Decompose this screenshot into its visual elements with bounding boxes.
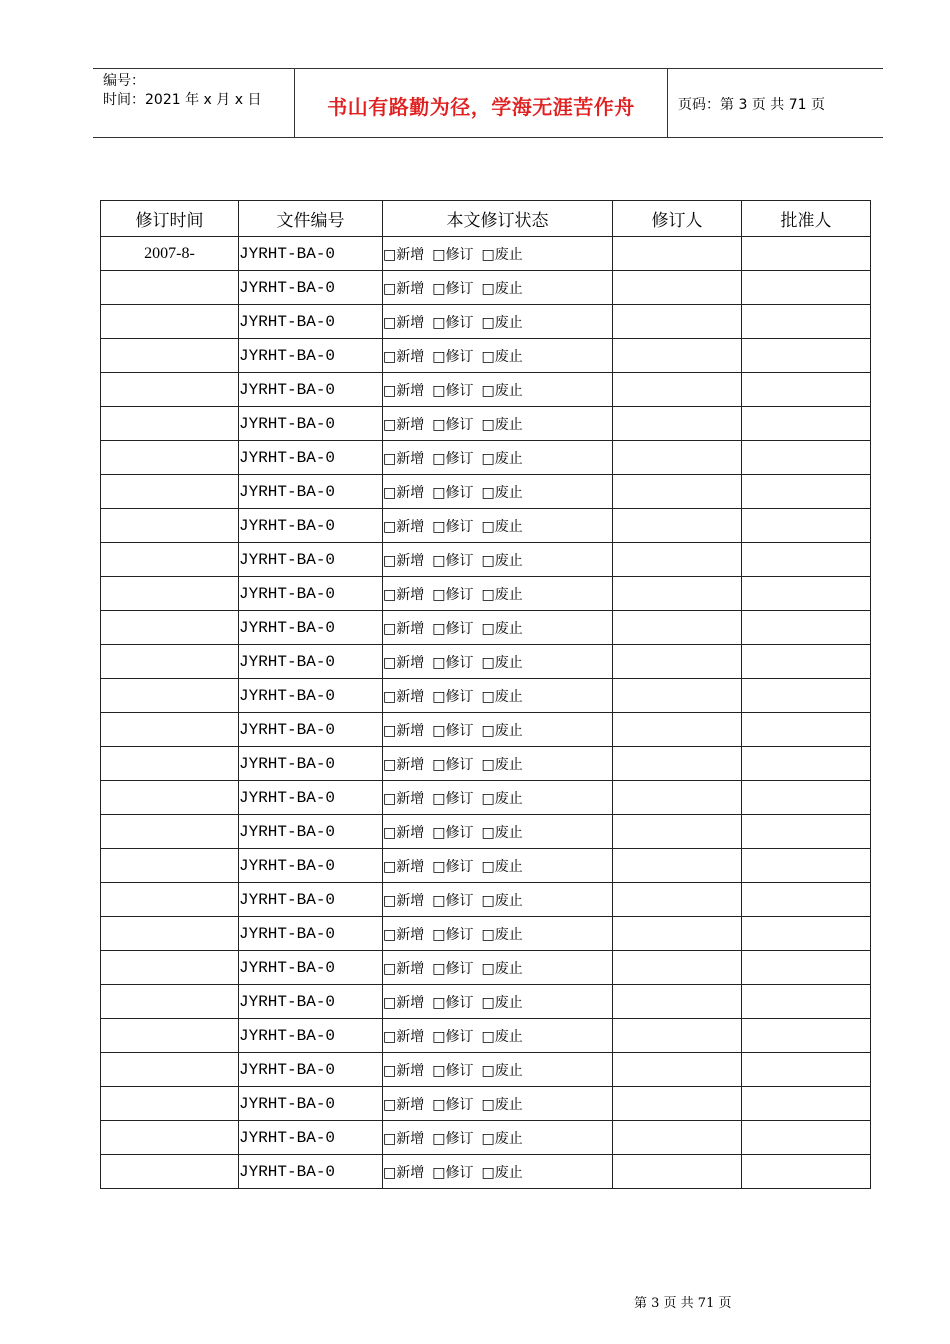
file-number-cell: JYRHT-BA-0: [239, 883, 383, 917]
reviser-cell: [613, 1155, 742, 1189]
status-option-revise[interactable]: □修订: [432, 722, 474, 739]
reviser-cell: [613, 1019, 742, 1053]
revision-table: [100, 200, 871, 1189]
approver-cell: [742, 237, 871, 271]
status-option-new[interactable]: □新增: [383, 722, 425, 739]
status-option-new[interactable]: □新增: [383, 280, 425, 297]
status-option-revise[interactable]: □修订: [432, 892, 474, 909]
approver-cell: [742, 1019, 871, 1053]
revision-date-cell: [101, 407, 239, 441]
reviser-cell: [613, 441, 742, 475]
approver-cell: [742, 713, 871, 747]
reviser-cell: [613, 679, 742, 713]
reviser-cell: [613, 985, 742, 1019]
table-row: [101, 1019, 871, 1053]
status-option-new[interactable]: □新增: [383, 926, 425, 943]
status-option-new[interactable]: □新增: [383, 654, 425, 671]
status-option-new[interactable]: □新增: [383, 1164, 425, 1181]
reviser-cell: [613, 543, 742, 577]
file-number-cell: JYRHT-BA-0: [239, 1121, 383, 1155]
revision-status-cell: [383, 1121, 613, 1155]
table-row: [101, 577, 871, 611]
page-header: [93, 68, 883, 138]
status-option-new[interactable]: □新增: [383, 484, 425, 501]
reviser-cell: [613, 509, 742, 543]
revision-status-cell: [383, 849, 613, 883]
table-row: [101, 441, 871, 475]
revision-date-cell: [101, 1155, 239, 1189]
status-option-revise[interactable]: □修订: [432, 824, 474, 841]
approver-cell: [742, 1087, 871, 1121]
status-option-new[interactable]: □新增: [383, 824, 425, 841]
status-option-revise[interactable]: □修订: [432, 280, 474, 297]
document-number-label: 编号：: [103, 73, 145, 89]
revision-status-cell: [383, 271, 613, 305]
status-option-revise[interactable]: □修订: [432, 314, 474, 331]
file-number-cell: JYRHT-BA-0: [239, 747, 383, 781]
reviser-cell: [613, 645, 742, 679]
status-option-new[interactable]: □新增: [383, 994, 425, 1011]
status-option-abolish[interactable]: □废止: [481, 1164, 523, 1181]
revision-status-cell: [383, 747, 613, 781]
revision-date-cell: [101, 951, 239, 985]
approver-cell: [742, 781, 871, 815]
revision-status-cell: [383, 1155, 613, 1189]
file-number-cell: JYRHT-BA-0: [239, 713, 383, 747]
file-number-cell: JYRHT-BA-0: [239, 781, 383, 815]
revision-status-cell: [383, 475, 613, 509]
table-row: [101, 543, 871, 577]
table-row: [101, 713, 871, 747]
header-motto: 书山有路勤为径，学海无涯苦作舟: [327, 95, 635, 119]
status-option-new[interactable]: □新增: [383, 518, 425, 535]
table-header-row: [101, 201, 871, 237]
status-option-revise[interactable]: □修订: [432, 518, 474, 535]
revision-date-cell: 2007-8-: [101, 237, 239, 271]
file-number-cell: JYRHT-BA-0: [239, 237, 383, 271]
file-number-cell: JYRHT-BA-0: [239, 917, 383, 951]
approver-cell: [742, 305, 871, 339]
status-option-new[interactable]: □新增: [383, 620, 425, 637]
table-row: [101, 781, 871, 815]
file-number-cell: JYRHT-BA-0: [239, 543, 383, 577]
reviser-cell: [613, 815, 742, 849]
status-option-revise[interactable]: □修订: [432, 1028, 474, 1045]
file-number-cell: JYRHT-BA-0: [239, 1155, 383, 1189]
approver-cell: [742, 339, 871, 373]
status-option-abolish[interactable]: □废止: [481, 790, 523, 807]
approver-cell: [742, 679, 871, 713]
revision-date-cell: [101, 747, 239, 781]
revision-status-cell: [383, 815, 613, 849]
approver-cell: [742, 1121, 871, 1155]
revision-date-cell: [101, 1053, 239, 1087]
revision-date-cell: [101, 339, 239, 373]
revision-status-cell: [383, 543, 613, 577]
file-number-cell: JYRHT-BA-0: [239, 271, 383, 305]
approver-cell: [742, 951, 871, 985]
file-number-cell: JYRHT-BA-0: [239, 951, 383, 985]
revision-status-cell: [383, 305, 613, 339]
approver-cell: [742, 373, 871, 407]
revision-date-cell: [101, 475, 239, 509]
revision-date-cell: [101, 305, 239, 339]
status-option-revise[interactable]: □修订: [432, 552, 474, 569]
status-option-abolish[interactable]: □废止: [481, 348, 523, 365]
status-option-revise[interactable]: □修订: [432, 688, 474, 705]
table-row: [101, 951, 871, 985]
status-option-abolish[interactable]: □废止: [481, 722, 523, 739]
status-option-abolish[interactable]: □废止: [481, 586, 523, 603]
file-number-cell: JYRHT-BA-0: [239, 339, 383, 373]
reviser-cell: [613, 475, 742, 509]
status-option-new[interactable]: □新增: [383, 416, 425, 433]
status-option-abolish[interactable]: □废止: [481, 688, 523, 705]
status-option-abolish[interactable]: □废止: [481, 416, 523, 433]
revision-status-cell: [383, 1053, 613, 1087]
table-row: [101, 509, 871, 543]
approver-cell: [742, 577, 871, 611]
file-number-cell: JYRHT-BA-0: [239, 577, 383, 611]
status-option-abolish[interactable]: □废止: [481, 1028, 523, 1045]
table-row: [101, 645, 871, 679]
status-option-revise[interactable]: □修订: [432, 450, 474, 467]
reviser-cell: [613, 237, 742, 271]
revision-date-cell: [101, 883, 239, 917]
table-row: [101, 271, 871, 305]
approver-cell: [742, 441, 871, 475]
table-row: [101, 985, 871, 1019]
reviser-cell: [613, 373, 742, 407]
table-row: [101, 475, 871, 509]
approver-cell: [742, 747, 871, 781]
revision-date-cell: [101, 441, 239, 475]
header-page-info: 页码：第 3 页 共 71 页: [678, 97, 825, 113]
reviser-cell: [613, 339, 742, 373]
status-option-abolish[interactable]: □废止: [481, 552, 523, 569]
status-option-new[interactable]: □新增: [383, 314, 425, 331]
status-option-abolish[interactable]: □废止: [481, 960, 523, 977]
file-number-cell: JYRHT-BA-0: [239, 645, 383, 679]
file-number-cell: JYRHT-BA-0: [239, 407, 383, 441]
revision-table-body: [101, 237, 871, 1189]
status-option-new[interactable]: □新增: [383, 1130, 425, 1147]
status-option-new[interactable]: □新增: [383, 382, 425, 399]
status-option-abolish[interactable]: □废止: [481, 1062, 523, 1079]
table-row: [101, 747, 871, 781]
status-option-abolish[interactable]: □废止: [481, 484, 523, 501]
status-option-new[interactable]: □新增: [383, 1028, 425, 1045]
revision-date-cell: [101, 645, 239, 679]
status-option-new[interactable]: □新增: [383, 450, 425, 467]
status-option-revise[interactable]: □修订: [432, 960, 474, 977]
column-header-approver: 批准人: [742, 201, 871, 237]
status-option-revise[interactable]: □修订: [432, 484, 474, 501]
status-option-abolish[interactable]: □废止: [481, 654, 523, 671]
status-option-abolish[interactable]: □废止: [481, 824, 523, 841]
approver-cell: [742, 543, 871, 577]
status-option-abolish[interactable]: □废止: [481, 1096, 523, 1113]
file-number-cell: JYRHT-BA-0: [239, 1087, 383, 1121]
table-row: [101, 1121, 871, 1155]
file-number-cell: JYRHT-BA-0: [239, 373, 383, 407]
status-option-abolish[interactable]: □废止: [481, 892, 523, 909]
table-row: [101, 849, 871, 883]
reviser-cell: [613, 1053, 742, 1087]
header-motto-cell: [295, 69, 668, 137]
approver-cell: [742, 917, 871, 951]
status-option-abolish[interactable]: □废止: [481, 382, 523, 399]
approver-cell: [742, 849, 871, 883]
status-option-revise[interactable]: □修订: [432, 926, 474, 943]
revision-status-cell: [383, 407, 613, 441]
reviser-cell: [613, 1087, 742, 1121]
document-time-label: 时间：2021 年 x 月 x 日: [103, 92, 262, 108]
revision-date-cell: [101, 577, 239, 611]
status-option-abolish[interactable]: □废止: [481, 280, 523, 297]
table-row: [101, 1053, 871, 1087]
table-row: [101, 679, 871, 713]
file-number-cell: JYRHT-BA-0: [239, 305, 383, 339]
revision-date-cell: [101, 679, 239, 713]
approver-cell: [742, 1155, 871, 1189]
revision-status-cell: [383, 441, 613, 475]
status-option-abolish[interactable]: □废止: [481, 756, 523, 773]
revision-status-cell: [383, 577, 613, 611]
status-option-revise[interactable]: □修订: [432, 790, 474, 807]
header-meta-cell: [93, 69, 295, 137]
approver-cell: [742, 645, 871, 679]
revision-date-cell: [101, 1121, 239, 1155]
revision-status-cell: [383, 1019, 613, 1053]
approver-cell: [742, 1053, 871, 1087]
table-row: [101, 611, 871, 645]
reviser-cell: [613, 577, 742, 611]
revision-status-cell: [383, 713, 613, 747]
status-option-revise[interactable]: □修订: [432, 858, 474, 875]
revision-status-cell: [383, 985, 613, 1019]
table-row: [101, 815, 871, 849]
status-option-revise[interactable]: □修订: [432, 246, 474, 263]
status-option-abolish[interactable]: □废止: [481, 858, 523, 875]
file-number-cell: JYRHT-BA-0: [239, 1019, 383, 1053]
file-number-cell: JYRHT-BA-0: [239, 849, 383, 883]
approver-cell: [742, 475, 871, 509]
status-option-new[interactable]: □新增: [383, 790, 425, 807]
status-option-abolish[interactable]: □废止: [481, 994, 523, 1011]
revision-status-cell: [383, 645, 613, 679]
status-option-revise[interactable]: □修订: [432, 348, 474, 365]
column-header-file-number: 文件编号: [239, 201, 383, 237]
status-option-revise[interactable]: □修订: [432, 654, 474, 671]
reviser-cell: [613, 883, 742, 917]
approver-cell: [742, 815, 871, 849]
revision-date-cell: [101, 271, 239, 305]
status-option-new[interactable]: □新增: [383, 552, 425, 569]
revision-date-cell: [101, 611, 239, 645]
revision-date-cell: [101, 543, 239, 577]
reviser-cell: [613, 747, 742, 781]
status-option-revise[interactable]: □修订: [432, 586, 474, 603]
status-option-new[interactable]: □新增: [383, 246, 425, 263]
revision-date-cell: [101, 849, 239, 883]
file-number-cell: JYRHT-BA-0: [239, 611, 383, 645]
revision-status-cell: [383, 917, 613, 951]
file-number-cell: JYRHT-BA-0: [239, 679, 383, 713]
approver-cell: [742, 985, 871, 1019]
status-option-new[interactable]: □新增: [383, 1062, 425, 1079]
reviser-cell: [613, 781, 742, 815]
status-option-new[interactable]: □新增: [383, 892, 425, 909]
reviser-cell: [613, 917, 742, 951]
status-option-abolish[interactable]: □废止: [481, 314, 523, 331]
revision-status-cell: [383, 373, 613, 407]
status-option-revise[interactable]: □修订: [432, 382, 474, 399]
reviser-cell: [613, 713, 742, 747]
approver-cell: [742, 883, 871, 917]
revision-date-cell: [101, 373, 239, 407]
table-row: [101, 339, 871, 373]
reviser-cell: [613, 305, 742, 339]
status-option-abolish[interactable]: □废止: [481, 1130, 523, 1147]
status-option-revise[interactable]: □修订: [432, 1096, 474, 1113]
column-header-revision-time: 修订时间: [101, 201, 239, 237]
revision-status-cell: [383, 509, 613, 543]
column-header-revision-status: 本文修订状态: [383, 201, 613, 237]
status-option-abolish[interactable]: □废止: [481, 518, 523, 535]
reviser-cell: [613, 611, 742, 645]
header-page-cell: [668, 69, 883, 137]
status-option-revise[interactable]: □修订: [432, 1164, 474, 1181]
reviser-cell: [613, 271, 742, 305]
status-option-new[interactable]: □新增: [383, 1096, 425, 1113]
status-option-new[interactable]: □新增: [383, 586, 425, 603]
reviser-cell: [613, 1121, 742, 1155]
reviser-cell: [613, 849, 742, 883]
file-number-cell: JYRHT-BA-0: [239, 985, 383, 1019]
status-option-new[interactable]: □新增: [383, 688, 425, 705]
reviser-cell: [613, 407, 742, 441]
revision-date-cell: [101, 1087, 239, 1121]
revision-date-cell: [101, 917, 239, 951]
revision-status-cell: [383, 1087, 613, 1121]
revision-status-cell: [383, 611, 613, 645]
revision-date-cell: [101, 781, 239, 815]
status-option-revise[interactable]: □修订: [432, 620, 474, 637]
approver-cell: [742, 611, 871, 645]
file-number-cell: JYRHT-BA-0: [239, 475, 383, 509]
revision-date-cell: [101, 713, 239, 747]
revision-date-cell: [101, 815, 239, 849]
column-header-reviser: 修订人: [613, 201, 742, 237]
status-option-new[interactable]: □新增: [383, 756, 425, 773]
table-row: [101, 883, 871, 917]
revision-status-cell: [383, 781, 613, 815]
file-number-cell: JYRHT-BA-0: [239, 815, 383, 849]
page-footer: 第 3 页 共 71 页: [634, 1296, 732, 1311]
file-number-cell: JYRHT-BA-0: [239, 509, 383, 543]
status-option-abolish[interactable]: □废止: [481, 246, 523, 263]
revision-status-cell: [383, 237, 613, 271]
revision-status-cell: [383, 339, 613, 373]
table-row: [101, 373, 871, 407]
revision-date-cell: [101, 985, 239, 1019]
table-row: [101, 305, 871, 339]
revision-status-cell: [383, 883, 613, 917]
approver-cell: [742, 509, 871, 543]
table-row: [101, 407, 871, 441]
table-row: [101, 1155, 871, 1189]
revision-status-cell: [383, 679, 613, 713]
status-option-abolish[interactable]: □废止: [481, 450, 523, 467]
status-option-revise[interactable]: □修订: [432, 1062, 474, 1079]
file-number-cell: JYRHT-BA-0: [239, 441, 383, 475]
status-option-new[interactable]: □新增: [383, 960, 425, 977]
table-row: [101, 237, 871, 271]
status-option-revise[interactable]: □修订: [432, 756, 474, 773]
revision-date-cell: [101, 1019, 239, 1053]
status-option-abolish[interactable]: □废止: [481, 620, 523, 637]
approver-cell: [742, 407, 871, 441]
table-row: [101, 917, 871, 951]
status-option-new[interactable]: □新增: [383, 858, 425, 875]
status-option-revise[interactable]: □修订: [432, 1130, 474, 1147]
table-row: [101, 1087, 871, 1121]
file-number-cell: JYRHT-BA-0: [239, 1053, 383, 1087]
revision-date-cell: [101, 509, 239, 543]
status-option-revise[interactable]: □修订: [432, 416, 474, 433]
approver-cell: [742, 271, 871, 305]
status-option-revise[interactable]: □修订: [432, 994, 474, 1011]
revision-status-cell: [383, 951, 613, 985]
status-option-new[interactable]: □新增: [383, 348, 425, 365]
reviser-cell: [613, 951, 742, 985]
status-option-abolish[interactable]: □废止: [481, 926, 523, 943]
